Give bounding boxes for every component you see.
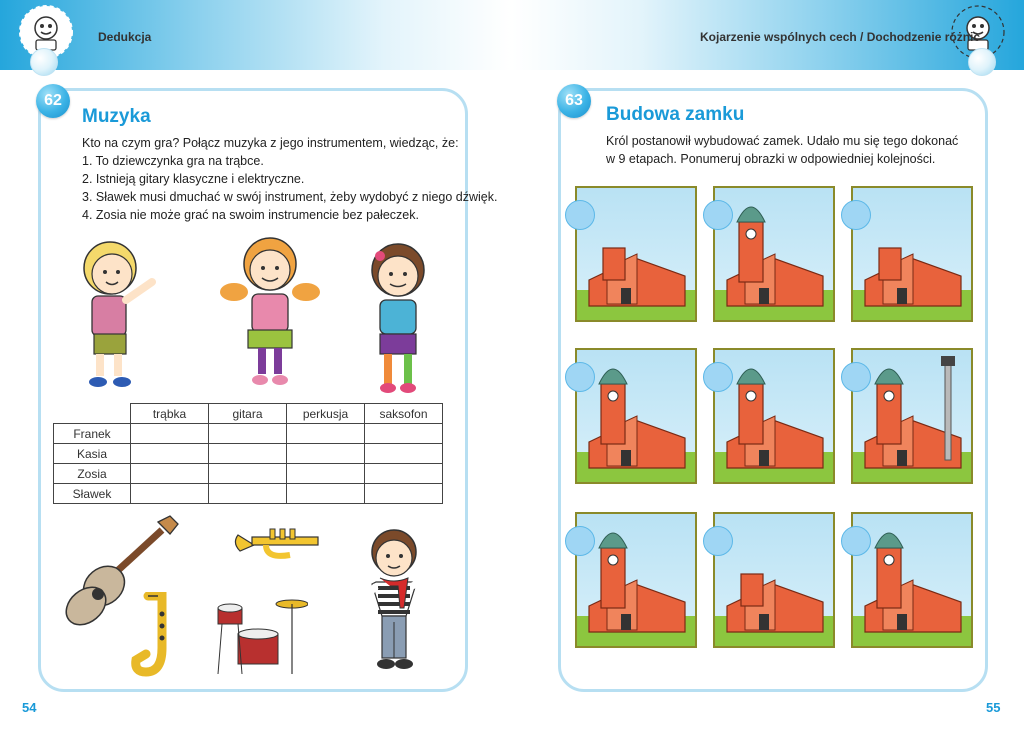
castle-stage-tile <box>851 348 973 484</box>
answer-cell[interactable] <box>365 424 443 444</box>
answer-cell[interactable] <box>131 484 209 504</box>
answer-cell[interactable] <box>287 424 365 444</box>
girl-kasia-illustration <box>212 232 328 397</box>
order-number-slot[interactable] <box>703 526 733 556</box>
section-label: Dedukcja <box>98 30 152 44</box>
table-row <box>54 444 443 464</box>
row-header: Zosia <box>54 464 131 484</box>
answer-cell[interactable] <box>131 444 209 464</box>
answer-cell[interactable] <box>365 444 443 464</box>
boy-slawek-illustration <box>346 524 442 689</box>
column-header: trąbka <box>131 404 209 424</box>
castle-stage-tile <box>575 186 697 322</box>
girl-zosia-illustration <box>350 238 446 403</box>
instruction-line: 4. Zosia nie może grać na swoim instrumencie bez pałeczek. <box>82 208 419 222</box>
page-number-right: 55 <box>986 700 1001 715</box>
decor-bubble <box>30 48 58 76</box>
boy-franek-illustration <box>70 238 170 395</box>
order-number-slot[interactable] <box>565 362 595 392</box>
exercise-number: 62 <box>36 84 70 118</box>
row-header: Franek <box>54 424 131 444</box>
answer-cell[interactable] <box>365 484 443 504</box>
drum-kit-icon <box>212 594 308 685</box>
exercise-number: 63 <box>557 84 591 118</box>
table-corner <box>54 404 131 424</box>
castle-stage-tile <box>713 512 835 648</box>
page-number-left: 54 <box>22 700 37 715</box>
answer-cell[interactable] <box>287 444 365 464</box>
instruction-line: w 9 etapach. Ponumeruj obrazki w odpowiedniej kolejności. <box>606 152 936 166</box>
instruction-line: 2. Istnieją gitary klasyczne i elektryczne. <box>82 172 305 186</box>
order-number-slot[interactable] <box>841 526 871 556</box>
table-row <box>54 464 443 484</box>
table-row <box>54 484 443 504</box>
table-row <box>54 424 443 444</box>
row-header: Kasia <box>54 444 131 464</box>
castle-stage-tile <box>713 348 835 484</box>
order-number-slot[interactable] <box>565 200 595 230</box>
exercise-instructions <box>82 134 497 224</box>
exercise-title: Muzyka <box>82 106 151 127</box>
answer-cell[interactable] <box>131 424 209 444</box>
instruction-line: 1. To dziewczynka gra na trąbce. <box>82 154 264 168</box>
column-header: perkusja <box>287 404 365 424</box>
answer-cell[interactable] <box>287 464 365 484</box>
answer-table <box>53 403 443 504</box>
answer-cell[interactable] <box>287 484 365 504</box>
answer-cell[interactable] <box>131 464 209 484</box>
answer-cell[interactable] <box>209 444 287 464</box>
order-number-slot[interactable] <box>703 362 733 392</box>
section-subtitle: Kojarzenie wspólnych cech / Dochodzenie różnic <box>700 30 981 44</box>
exercise-instructions <box>606 132 958 168</box>
order-number-slot[interactable] <box>841 200 871 230</box>
answer-cell[interactable] <box>209 464 287 484</box>
instruction-line: Król postanowił wybudować zamek. Udało mu się tego dokonać <box>606 134 959 148</box>
castle-stage-tile <box>851 512 973 648</box>
order-number-slot[interactable] <box>703 200 733 230</box>
answer-cell[interactable] <box>365 464 443 484</box>
column-header: saksofon <box>365 404 443 424</box>
instruction-line: 3. Sławek musi dmuchać w swój instrument, żeby wydobyć z niego dźwięk. <box>82 190 498 204</box>
castle-stage-tile <box>713 186 835 322</box>
row-header: Sławek <box>54 484 131 504</box>
order-number-slot[interactable] <box>841 362 871 392</box>
decor-bubble <box>968 48 996 76</box>
castle-stage-tile <box>575 512 697 648</box>
instruction-line: Kto na czym gra? Połącz muzyka z jego instrumentem, wiedząc, że: <box>82 136 459 150</box>
castle-stage-tile <box>575 348 697 484</box>
exercise-title: Budowa zamku <box>606 104 745 125</box>
answer-cell[interactable] <box>209 424 287 444</box>
answer-cell[interactable] <box>209 484 287 504</box>
trumpet-icon <box>230 515 330 570</box>
saxophone-icon <box>128 592 188 687</box>
castle-stage-tile <box>851 186 973 322</box>
column-header: gitara <box>209 404 287 424</box>
order-number-slot[interactable] <box>565 526 595 556</box>
table-header-row <box>54 404 443 424</box>
